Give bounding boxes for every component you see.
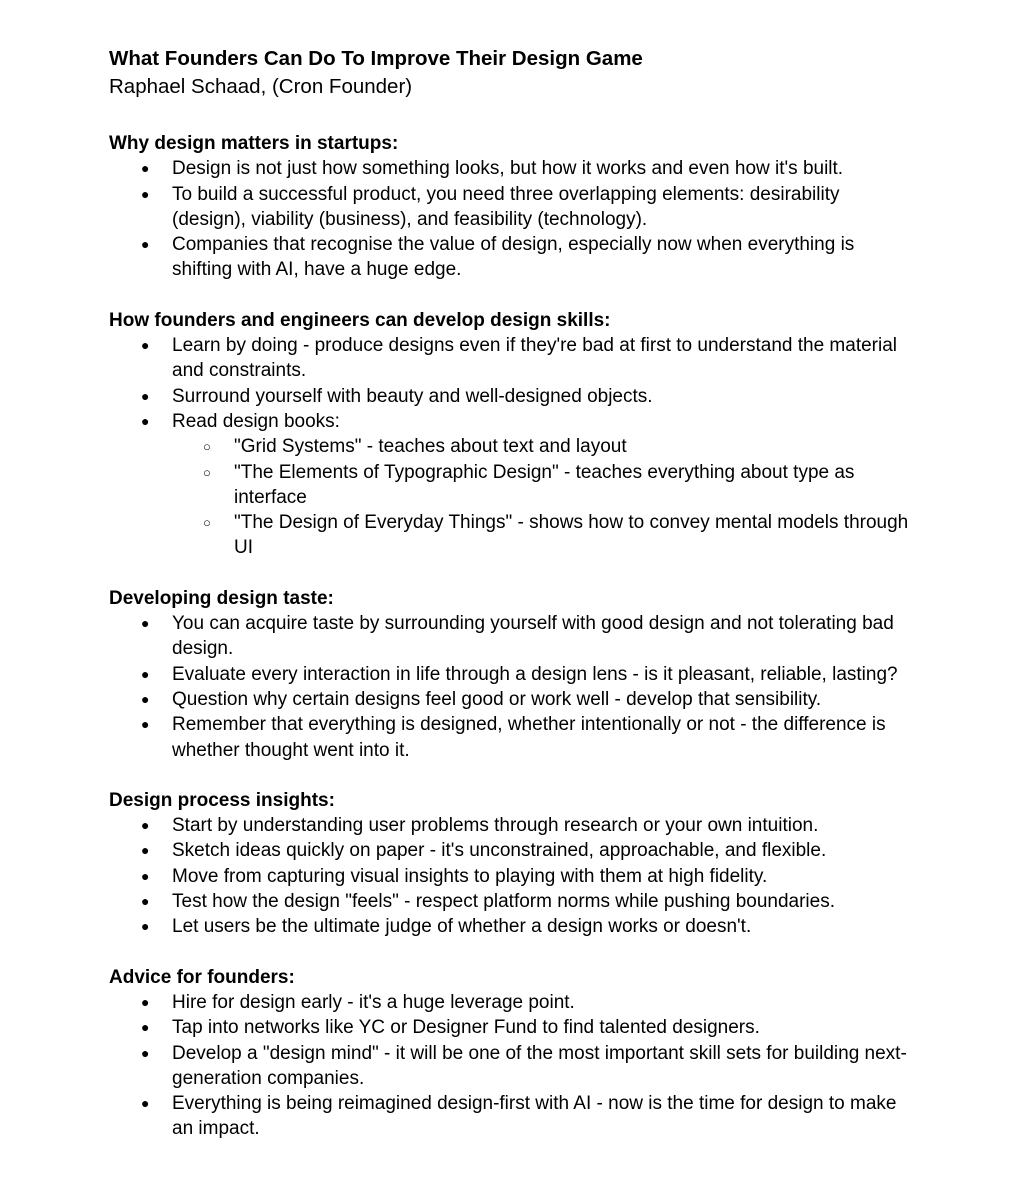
list-item <box>109 156 912 181</box>
list-item-text: Remember that everything is designed, whether intentionally or not - the difference is whether thought went into it. <box>172 714 886 761</box>
list-item <box>109 864 912 889</box>
list-item <box>109 889 912 914</box>
list-item <box>109 1015 912 1040</box>
document-title: What Founders Can Do To Improve Their Design Game <box>109 47 643 70</box>
hollow-bullet-icon: ○ <box>203 439 211 455</box>
section-heading: How founders and engineers can develop design skills: <box>109 309 611 331</box>
list-item-text: Test how the design "feels" - respect platform norms while pushing boundaries. <box>172 891 835 913</box>
sub-list-item <box>172 510 924 561</box>
section-heading: Advice for founders: <box>109 966 295 988</box>
bullet-icon: ● <box>141 337 150 354</box>
bullet-list <box>109 990 923 1142</box>
list-item <box>109 990 912 1015</box>
list-item-text: Start by understanding user problems through research or your own intuition. <box>172 815 819 837</box>
bullet-icon: ● <box>141 817 150 834</box>
bullet-icon: ● <box>141 615 150 632</box>
bullet-icon: ● <box>141 690 150 707</box>
section-develop-design-skills <box>109 308 923 561</box>
section-design-process <box>109 788 923 940</box>
list-item <box>109 1091 912 1142</box>
bullet-icon: ● <box>141 993 150 1010</box>
hollow-bullet-icon: ○ <box>203 515 211 531</box>
hollow-bullet-icon: ○ <box>203 464 211 480</box>
list-item-text: You can acquire taste by surrounding yourself with good design and not tolerating bad design. <box>172 613 894 660</box>
bullet-icon: ● <box>141 867 150 884</box>
bullet-icon: ● <box>141 1019 150 1036</box>
bullet-list <box>109 611 923 763</box>
sub-list-item <box>172 460 924 511</box>
list-item-text: Learn by doing - produce designs even if they're bad at first to understand the material and constraints. <box>172 335 898 382</box>
bullet-icon: ● <box>141 160 150 177</box>
bullet-icon: ● <box>141 893 150 910</box>
bullet-icon: ● <box>141 842 150 859</box>
section-design-taste <box>109 586 923 763</box>
bullet-icon: ● <box>141 387 150 404</box>
list-item-text: Design is not just how something looks, but how it works and even how it's built. <box>172 158 844 180</box>
list-item-text: Evaluate every interaction in life through a design lens - is it pleasant, reliable, lasting? <box>172 663 898 685</box>
sub-list-item-text: "Grid Systems" - teaches about text and layout <box>234 436 627 458</box>
list-item <box>109 333 912 384</box>
sub-list-item-text: "The Design of Everyday Things" - shows how to convey mental models through UI <box>234 512 909 559</box>
list-item-text: Develop a "design mind" - it will be one of the most important skill sets for building next-generation companies. <box>172 1042 907 1089</box>
list-item-text: Surround yourself with beauty and well-designed objects. <box>172 385 653 407</box>
section-advice-founders <box>109 965 923 1142</box>
bullet-icon: ● <box>141 1044 150 1061</box>
section-heading: Developing design taste: <box>109 587 334 609</box>
list-item-text: Read design books: <box>172 410 340 432</box>
list-item-text: Question why certain designs feel good or work well - develop that sensibility. <box>172 688 822 710</box>
list-item <box>109 1041 912 1092</box>
bullet-icon: ● <box>141 716 150 733</box>
bullet-icon: ● <box>141 412 150 429</box>
list-item-text: To build a successful product, you need three overlapping elements: desirability (design), viability (business), and feasibility (technology). <box>172 183 840 230</box>
bullet-icon: ● <box>141 665 150 682</box>
section-why-design-matters <box>109 131 923 283</box>
list-item-text: Companies that recognise the value of design, especially now when everything is shifting with AI, have a huge edge. <box>172 234 855 281</box>
bullet-list <box>109 156 923 282</box>
section-heading: Design process insights: <box>109 789 335 811</box>
list-item <box>109 409 912 561</box>
list-item <box>109 662 912 687</box>
list-item-text: Move from capturing visual insights to playing with them at high fidelity. <box>172 865 768 887</box>
list-item-text: Tap into networks like YC or Designer Fund to find talented designers. <box>172 1017 760 1039</box>
list-item <box>109 384 912 409</box>
bullet-icon: ● <box>141 918 150 935</box>
sub-bullet-list <box>172 434 912 560</box>
list-item <box>109 914 912 939</box>
document-subtitle: Raphael Schaad, (Cron Founder) <box>109 75 413 98</box>
list-item <box>109 687 912 712</box>
list-item <box>109 838 912 863</box>
bullet-icon: ● <box>141 185 150 202</box>
bullet-icon: ● <box>141 1095 150 1112</box>
list-item <box>109 712 912 763</box>
list-item-text: Sketch ideas quickly on paper - it's unconstrained, approachable, and flexible. <box>172 840 827 862</box>
bullet-icon: ● <box>141 236 150 253</box>
list-item-text: Let users be the ultimate judge of whether a design works or doesn't. <box>172 916 752 938</box>
list-item-text: Everything is being reimagined design-first with AI - now is the time for design to make an impact. <box>172 1093 897 1140</box>
list-item <box>109 611 912 662</box>
sub-list-item <box>172 434 924 459</box>
list-item <box>109 232 912 283</box>
list-item <box>109 182 912 233</box>
section-heading: Why design matters in startups: <box>109 133 399 154</box>
sub-list-item-text: "The Elements of Typographic Design" - teaches everything about type as interface <box>234 461 855 508</box>
bullet-list <box>109 333 923 561</box>
list-item-text: Hire for design early - it's a huge leverage point. <box>172 991 575 1013</box>
bullet-list <box>109 813 923 939</box>
list-item <box>109 813 912 838</box>
